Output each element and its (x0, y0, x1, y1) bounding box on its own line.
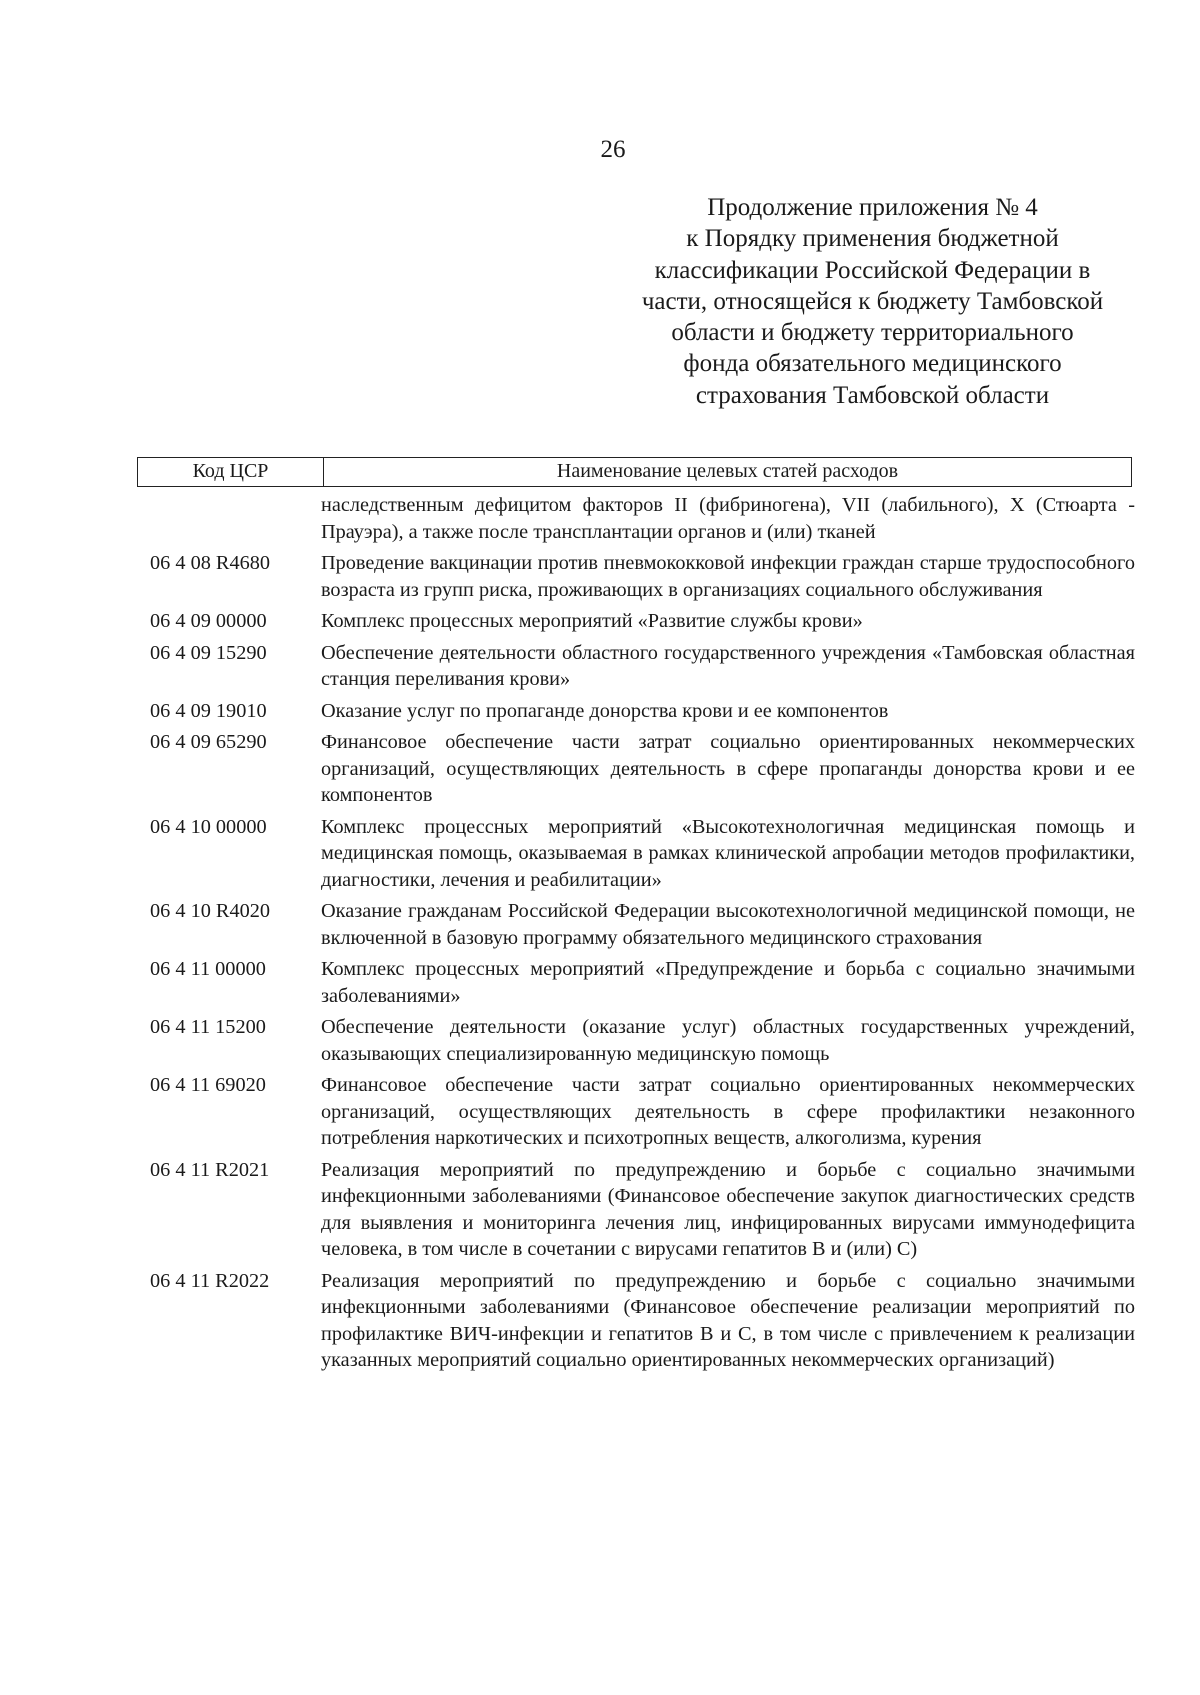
row-code: 06 4 10 00000 (150, 815, 267, 838)
header-line: области и бюджету территориального (671, 319, 1074, 347)
table-row (150, 640, 1135, 693)
row-text: Комплекс процессных мероприятий «Высокотехнологичная медицинская помощь и медицинская помощь, оказываемая в рамках клинической апробации методов профилактики, диагностики, лечения и реабилитации» (321, 815, 1135, 891)
header-line: части, относящейся к бюджету Тамбовской (641, 287, 1104, 315)
table-row (150, 550, 1135, 603)
table-row (150, 1268, 1135, 1374)
table-row (150, 956, 1135, 1009)
header-line: классификации Российской Федерации в (654, 256, 1091, 284)
row-code: 06 4 11 R2022 (150, 1269, 270, 1292)
table-row (150, 698, 1135, 725)
header-line: к Порядку применения бюджетной (686, 225, 1059, 253)
row-text: Комплекс процессных мероприятий «Предупреждение и борьба с социально значимыми заболеваниями» (321, 958, 1135, 1007)
row-code: 06 4 11 69020 (150, 1074, 266, 1096)
header-line: страхования Тамбовской области (695, 381, 1050, 409)
row-text: Реализация мероприятий по предупреждению и борьбе с социально значимыми инфекционными заболеваниями (Финансовое обеспечение закупок диагностических средств для выявления и мониторинга лечения лиц, инфицированных вирусами иммунодефицита человека, в том числе в сочетании с вирусами гепатитов B и (или) C) (321, 1158, 1135, 1260)
column-header-name: Наименование целевых статей расходов (556, 460, 899, 482)
row-code: 06 4 09 15290 (150, 641, 267, 664)
row-code: 06 4 09 00000 (150, 610, 267, 632)
table-row (150, 898, 1135, 951)
row-text: Финансовое обеспечение части затрат социально ориентированных некоммерческих организаций, осуществляющих деятельность в сфере профилактики незаконного потребления наркотических и психотропных веществ, алкоголизма, курения (321, 1074, 1135, 1149)
row-code: 06 4 09 19010 (150, 699, 267, 722)
table-header (137, 457, 1132, 487)
row-text: Финансовое обеспечение части затрат социально ориентированных некоммерческих организаций, осуществляющих деятельность в сфере пропаганды донорства крови и ее компонентов (321, 731, 1135, 806)
row-code: 06 4 10 R4020 (150, 900, 271, 922)
row-text: Реализация мероприятий по предупреждению и борьбе с социально значимыми инфекционными заболеваниями (Финансовое обеспечение реализации мероприятий по профилактике ВИЧ-инфекции и гепатитов B и C, в том числе с привлечением к реализации указанных мероприятий социально ориентированных некоммерческих организаций) (321, 1269, 1135, 1371)
row-code: 06 4 09 65290 (150, 731, 267, 753)
table-row (150, 1157, 1135, 1263)
row-text: Оказание услуг по пропаганде донорства крови и ее компонентов (321, 699, 889, 722)
table-row (150, 1072, 1135, 1152)
row-code: 06 4 11 15200 (150, 1016, 266, 1038)
table-body (150, 492, 1135, 1379)
row-text: Проведение вакцинации против пневмококковой инфекции граждан старше трудоспособного возраста из групп риска, проживающих в организациях социального обслуживания (321, 552, 1135, 601)
appendix-header (605, 192, 1140, 411)
header-line: Продолжение приложения № 4 (707, 194, 1038, 221)
header-line: фонда обязательного медицинского (683, 350, 1062, 378)
column-header-code: Код ЦСР (138, 458, 324, 486)
row-code: 06 4 11 00000 (150, 958, 266, 980)
row-code (150, 492, 321, 545)
page-number: 26 (600, 136, 626, 163)
row-code: 06 4 08 R4680 (150, 552, 271, 574)
row-text: Оказание гражданам Российской Федерации высокотехнологичной медицинской помощи, не включенной в базовую программу обязательного медицинского страхования (321, 900, 1135, 949)
table-row (150, 1014, 1135, 1067)
table-row (150, 608, 1135, 635)
row-text: наследственным дефицитом факторов II (фибриногена), VII (лабильного), X (Стюарта - Прауэра), а также после трансплантации органов и (или) тканей (321, 494, 1135, 543)
table-row (150, 729, 1135, 809)
row-code: 06 4 11 R2021 (150, 1158, 270, 1181)
row-text: Обеспечение деятельности (оказание услуг) областных государственных учреждений, оказывающих специализированную медицинскую помощь (321, 1016, 1135, 1065)
table-row (150, 492, 1135, 545)
row-text: Обеспечение деятельности областного государственного учреждения «Тамбовская областная станция переливания крови» (321, 641, 1135, 690)
row-text: Комплекс процессных мероприятий «Развитие службы крови» (321, 610, 863, 632)
table-row (150, 814, 1135, 894)
